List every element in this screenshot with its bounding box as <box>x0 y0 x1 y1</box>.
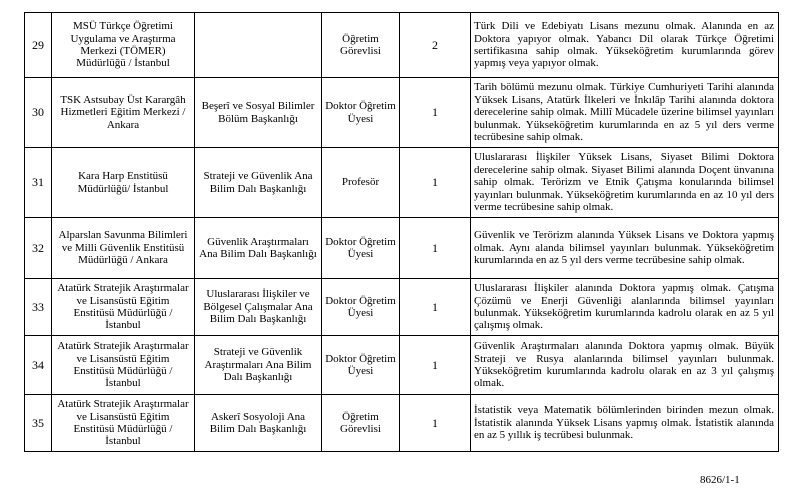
title-cell: Strateji ve Güvenlik Araştırmaları Ana Bilim Dalı Başkanlığı <box>195 336 322 395</box>
position-cell: Doktor Öğretim Üyesi <box>322 279 400 336</box>
row-number: 30 <box>25 78 52 148</box>
count-cell: 2 <box>400 13 471 78</box>
table-row <box>25 395 779 452</box>
title-cell <box>195 13 322 78</box>
table-row <box>25 336 779 395</box>
requirements-cell: Uluslararası İlişkiler Yüksek Lisans, Siyaset Bilimi Doktora derecelerine sahip olmak. Siyaset Bilimi alanında Doçent ünvanına sahip olmak. Terörizm ve Etnik Çatışma konularında bilimsel yayınları bulunmak. Yükseköğretim kurumlarında en az 10 yıl ders verme tecrübesine sahip olmak. <box>471 148 779 218</box>
row-number: 31 <box>25 148 52 218</box>
title-cell: Beşerî ve Sosyal Bilimler Bölüm Başkanlığı <box>195 78 322 148</box>
unit-cell: TSK Astsubay Üst Karargâh Hizmetleri Eğitim Merkezi / Ankara <box>52 78 195 148</box>
position-cell: Profesör <box>322 148 400 218</box>
unit-cell: Kara Harp Enstitüsü Müdürlüğü/ İstanbul <box>52 148 195 218</box>
count-cell: 1 <box>400 336 471 395</box>
row-number: 34 <box>25 336 52 395</box>
count-cell: 1 <box>400 78 471 148</box>
requirements-cell: Uluslararası İlişkiler alanında Doktora yapmış olmak. Çatışma Çözümü ve Enerji Güvenliği alanlarında bilimsel yayınları bulunmak. Yükseköğretim kurumlarında kadrolu olarak en az 5 yıl çalışmış olmak. <box>471 279 779 336</box>
requirements-cell: Tarih bölümü mezunu olmak. Türkiye Cumhuriyeti Tarihi alanında Yüksek Lisans, Atatürk İlkeleri ve İnkılâp Tarihi alanında doktora derecelerine sahip olmak. Millî Mücadele üzerine bilimsel yayınları bulunmak. Yükseköğretim kurumlarında en az 5 yıl ders verme tecrübesine sahip olmak. <box>471 78 779 148</box>
table-row <box>25 218 779 279</box>
requirements-cell: Güvenlik Araştırmaları alanında Doktora yapmış olmak. Büyük Strateji ve Rusya alanlarında bilimsel yayınları bulunmak. Yükseköğretim kurumlarında kadrolu olarak en az 3 yıl çalışmış olmak. <box>471 336 779 395</box>
unit-cell: Alparslan Savunma Bilimleri ve Milli Güvenlik Enstitüsü Müdürlüğü / Ankara <box>52 218 195 279</box>
position-cell: Öğretim Görevlisi <box>322 13 400 78</box>
table-row <box>25 279 779 336</box>
title-cell: Uluslararası İlişkiler ve Bölgesel Çalışmalar Ana Bilim Dalı Başkanlığı <box>195 279 322 336</box>
table-row <box>25 78 779 148</box>
position-cell: Doktor Öğretim Üyesi <box>322 78 400 148</box>
count-cell: 1 <box>400 279 471 336</box>
title-cell: Güvenlik Araştırmaları Ana Bilim Dalı Başkanlığı <box>195 218 322 279</box>
unit-cell: Atatürk Stratejik Araştırmalar ve Lisansüstü Eğitim Enstitüsü Müdürlüğü / İstanbul <box>52 395 195 452</box>
title-cell: Askerî Sosyoloji Ana Bilim Dalı Başkanlığı <box>195 395 322 452</box>
positions-table <box>24 12 779 452</box>
table-row <box>25 148 779 218</box>
count-cell: 1 <box>400 395 471 452</box>
unit-cell: Atatürk Stratejik Araştırmalar ve Lisansüstü Eğitim Enstitüsü Müdürlüğü / İstanbul <box>52 336 195 395</box>
position-cell: Öğretim Görevlisi <box>322 395 400 452</box>
position-cell: Doktor Öğretim Üyesi <box>322 218 400 279</box>
count-cell: 1 <box>400 148 471 218</box>
requirements-cell: Güvenlik ve Terörizm alanında Yüksek Lisans ve Doktora yapmış olmak. Aynı alanda bilimsel yayınları bulunmak. Yükseköğretim kurumlarında en az 5 yıl ders verme tecrübesine sahip olmak. <box>471 218 779 279</box>
table-row <box>25 13 779 78</box>
unit-cell: Atatürk Stratejik Araştırmalar ve Lisansüstü Eğitim Enstitüsü Müdürlüğü / İstanbul <box>52 279 195 336</box>
requirements-cell: İstatistik veya Matematik bölümlerinden birinden mezun olmak. İstatistik alanında Yüksek Lisans yapmış olmak. İstatistik alanında en az 5 yıllık iş tecrübesi bulunmak. <box>471 395 779 452</box>
document-page <box>24 12 778 452</box>
page-number: 8626/1-1 <box>700 474 740 486</box>
row-number: 33 <box>25 279 52 336</box>
row-number: 29 <box>25 13 52 78</box>
count-cell: 1 <box>400 218 471 279</box>
title-cell: Strateji ve Güvenlik Ana Bilim Dalı Başkanlığı <box>195 148 322 218</box>
position-cell: Doktor Öğretim Üyesi <box>322 336 400 395</box>
row-number: 32 <box>25 218 52 279</box>
requirements-cell: Türk Dili ve Edebiyatı Lisans mezunu olmak. Alanında en az Doktora yapıyor olmak. Yabancı Dil olarak Türkçe Öğretimi sertifikasına sahip olmak. Yükseköğretim kurumlarında görev yapmış veya yapıyor olmak. <box>471 13 779 78</box>
row-number: 35 <box>25 395 52 452</box>
unit-cell: MSÜ Türkçe Öğretimi Uygulama ve Araştırma Merkezi (TÖMER) Müdürlüğü / İstanbul <box>52 13 195 78</box>
